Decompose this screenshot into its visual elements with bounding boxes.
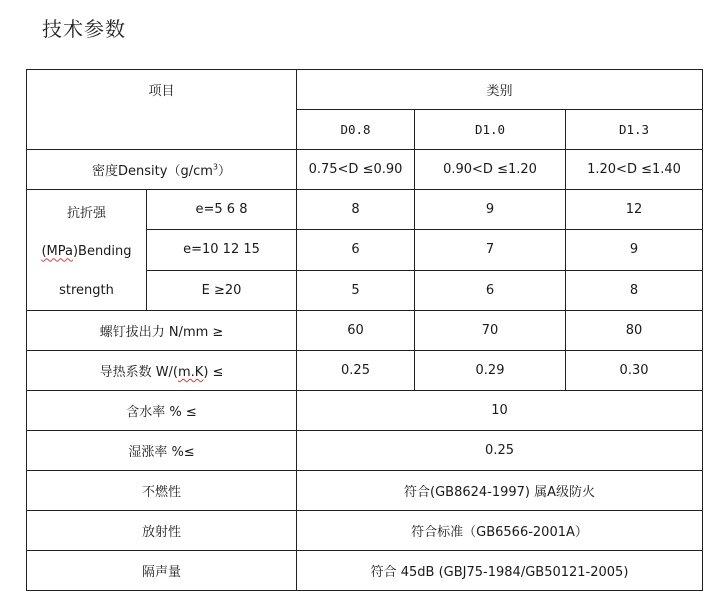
table-row (27, 431, 703, 471)
bending-condition: e=5 6 8 (147, 190, 297, 230)
table-cell: 0.30 (566, 351, 703, 391)
table-cell: 9 (566, 230, 703, 270)
table-cell: 6 (415, 270, 566, 310)
row-label-swelling: 湿涨率 %≤ (27, 431, 297, 471)
table-cell: 80 (566, 311, 703, 351)
table-cell: 9 (415, 190, 566, 230)
table-cell: 0.75<D ≤0.90 (297, 150, 415, 190)
table-cell: 0.25 (297, 431, 703, 471)
row-label-density: 密度$Density(g/cm^3)$ (27, 150, 297, 190)
grade-header: D1.0 (415, 110, 566, 150)
table-cell: 7 (415, 230, 566, 270)
table-row (27, 311, 703, 351)
row-label-sound: 隔声量 (27, 551, 297, 591)
table-cell: 1.20<D ≤1.40 (566, 150, 703, 190)
table-row (27, 471, 703, 511)
table-cell: 60 (297, 311, 415, 351)
table-row (27, 150, 703, 190)
table-cell: 6 (297, 230, 415, 270)
bending-condition: e=10 12 15 (147, 230, 297, 270)
table-cell: 12 (566, 190, 703, 230)
row-label-thermal: 导热系数 W/(m.K) ≤ (27, 351, 297, 391)
table-cell: 0.25 (297, 351, 415, 391)
table-row (27, 551, 703, 591)
grade-header: D1.3 (566, 110, 703, 150)
table-cell: 0.29 (415, 351, 566, 391)
table-cell: 符合 45dB (GBJ75-1984/GB50121-2005) (297, 551, 703, 591)
row-label-radioactivity: 放射性 (27, 511, 297, 551)
category-header: 类别 (297, 70, 703, 110)
table-cell: 70 (415, 311, 566, 351)
table-cell: 0.90<D ≤1.20 (415, 150, 566, 190)
table-cell: 8 (297, 190, 415, 230)
header-row (27, 70, 703, 110)
row-label-flammability: 不燃性 (27, 471, 297, 511)
table-row (27, 190, 703, 230)
table-row (27, 351, 703, 391)
table-row (27, 511, 703, 551)
item-header: 项目 (27, 70, 297, 150)
table-cell: 8 (566, 270, 703, 310)
bending-condition: E ≥20 (147, 270, 297, 310)
page-title: 技术参数 (42, 17, 126, 41)
table-row (27, 391, 703, 431)
row-label-screw: 螺钉拔出力 N/mm ≥ (27, 311, 297, 351)
table-cell: 符合(GB8624-1997) 属A级防火 (297, 471, 703, 511)
spec-table (26, 69, 703, 591)
table-cell: 符合标准（GB6566-2001A） (297, 511, 703, 551)
table-cell: 10 (297, 391, 703, 431)
table-cell: 5 (297, 270, 415, 310)
row-label-bending: 抗折强 (MPa)Bending strength (27, 190, 147, 311)
grade-header: D0.8 (297, 110, 415, 150)
row-label-moisture: 含水率 % ≤ (27, 391, 297, 431)
